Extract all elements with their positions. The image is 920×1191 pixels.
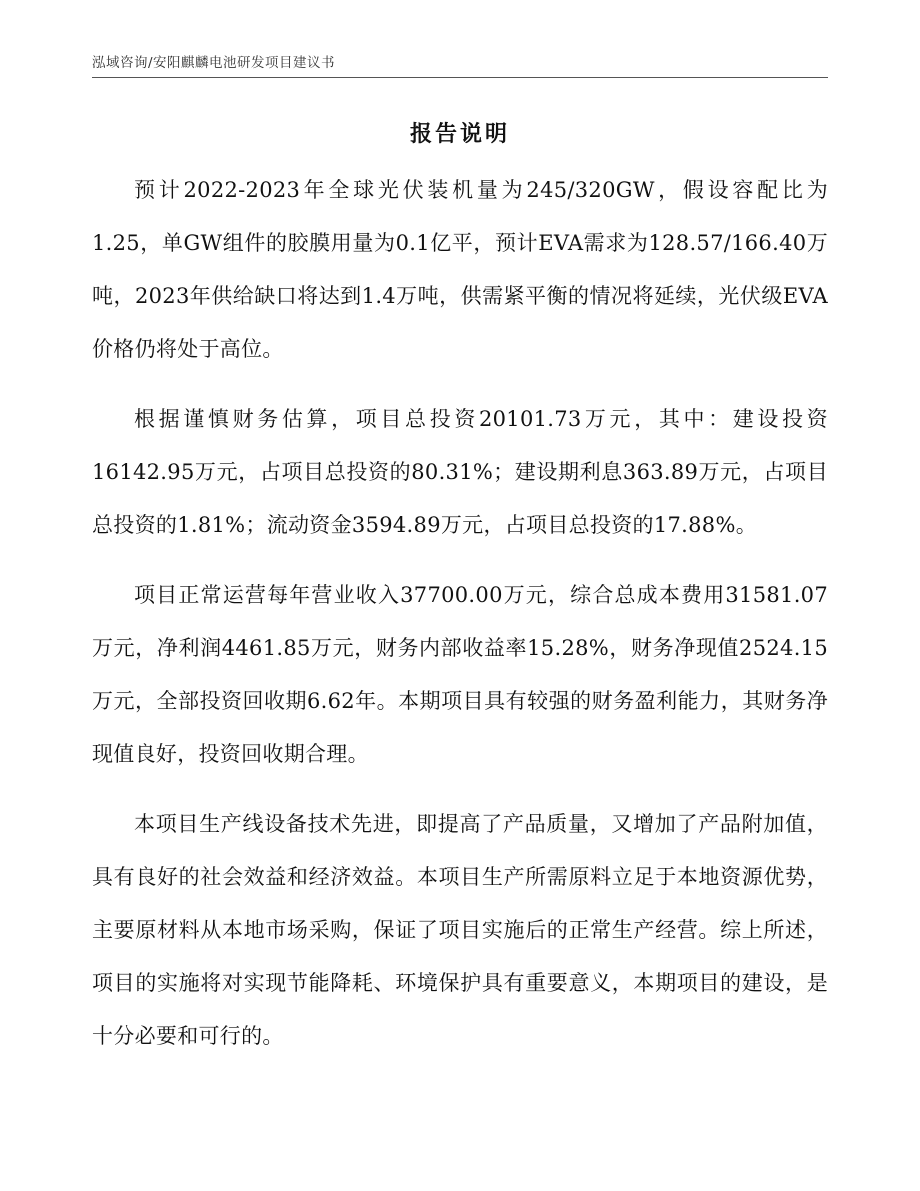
header-divider <box>92 77 828 78</box>
paragraph-investment-estimate: 根据谨慎财务估算，项目总投资20101.73万元，其中：建设投资16142.95万元，占项目总投资的80.31%；建设期利息363.89万元，占项目总投资的1.81%；流动资金3594.89万元，占项目总投资的17.88%。 <box>92 407 828 537</box>
paragraph-financial-returns: 项目正常运营每年营业收入37700.00万元，综合总成本费用31581.07万元，净利润4461.85万元，财务内部收益率15.28%，财务净现值2524.15万元，全部投资回收期6.62年。本期项目具有较强的财务盈利能力，其财务净现值良好，投资回收期合理。 <box>92 583 828 766</box>
running-header: 泓域咨询/安阳麒麟电池研发项目建议书 <box>92 55 336 71</box>
paragraph-market-outlook: 预计2022-2023年全球光伏装机量为245/320GW，假设容配比为1.25，单GW组件的胶膜用量为0.1亿平，预计EVA需求为128.57/166.40万吨，2023年供给缺口将达到1.4万吨，供需紧平衡的情况将延续，光伏级EVA价格仍将处于高位。 <box>92 178 828 361</box>
report-body <box>92 164 828 1080</box>
page-title: 报告说明 <box>409 122 510 147</box>
paragraph-project-significance: 本项目生产线设备技术先进，即提高了产品质量，又增加了产品附加值，具有良好的社会效益和经济效益。本项目生产所需原料立足于本地资源优势，主要原材料从本地市场采购，保证了项目实施后的正常生产经营。综上所述，项目的实施将对实现节能降耗、环境保护具有重要意义，本期项目的建设，是十分必要和可行的。 <box>92 812 828 1048</box>
